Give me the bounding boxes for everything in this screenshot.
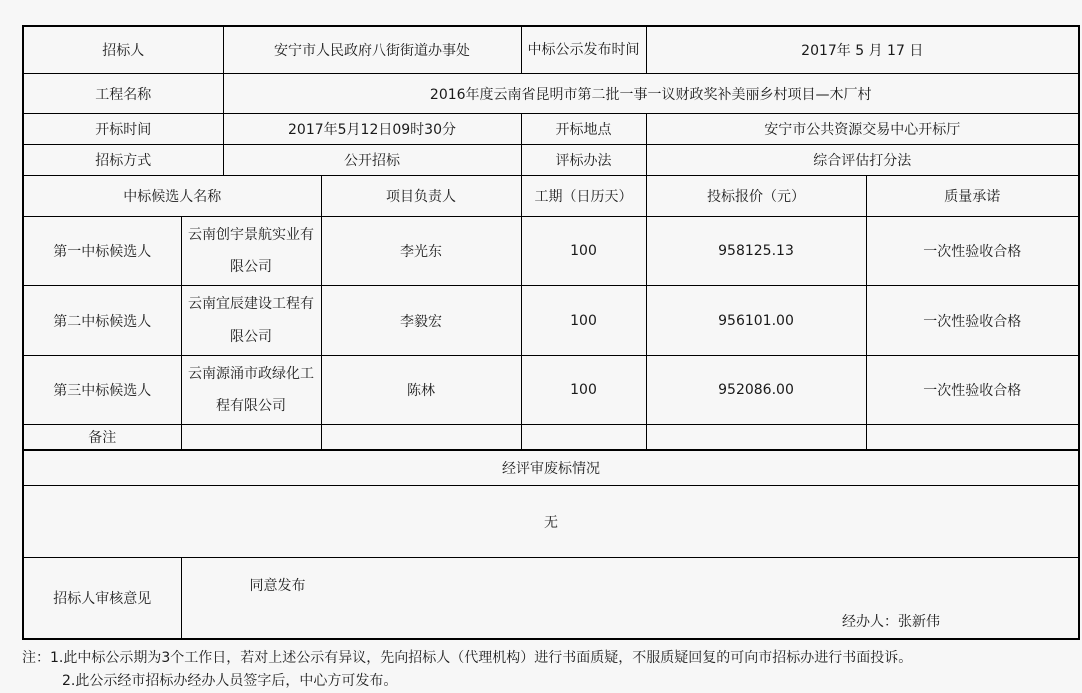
opening-place-label: 开标地点 bbox=[521, 114, 646, 145]
header-project-manager: 项目负责人 bbox=[321, 176, 521, 217]
candidate-company: 云南源涌市政绿化工程有限公司 bbox=[181, 355, 321, 424]
remark-empty-cell bbox=[646, 425, 866, 451]
tenderer-label: 招标人 bbox=[23, 26, 223, 74]
header-duration: 工期（日历天） bbox=[521, 176, 646, 217]
footnotes bbox=[22, 647, 1082, 693]
project-name-value: 2016年度云南省昆明市第二批一事一议财政奖补美丽乡村项目—木厂村 bbox=[223, 74, 1079, 114]
rejection-title: 经评审废标情况 bbox=[23, 450, 1079, 486]
rejection-title-row bbox=[23, 450, 1079, 486]
rejection-content: 无 bbox=[23, 486, 1079, 558]
header-bid-price: 投标报价（元） bbox=[646, 176, 866, 217]
remark-row bbox=[23, 425, 1079, 451]
candidate-quality: 一次性验收合格 bbox=[866, 286, 1079, 355]
candidate-row-1 bbox=[23, 217, 1079, 286]
row-tenderer bbox=[23, 26, 1079, 74]
candidate-company: 云南宜辰建设工程有限公司 bbox=[181, 286, 321, 355]
review-opinion: 同意发布 bbox=[249, 578, 306, 595]
candidate-row-2 bbox=[23, 286, 1079, 355]
review-handler: 经办人：张新伟 bbox=[842, 614, 940, 631]
remark-label: 备注 bbox=[23, 425, 181, 451]
opening-time-value: 2017年5月12日09时30分 bbox=[223, 114, 521, 145]
publish-time-label: 中标公示发布时间 bbox=[521, 26, 646, 74]
review-content-cell bbox=[181, 558, 1079, 640]
candidate-row-3 bbox=[23, 355, 1079, 424]
candidate-company: 云南创宇景航实业有限公司 bbox=[181, 217, 321, 286]
evaluation-method-label: 评标办法 bbox=[521, 145, 646, 176]
row-tender-method bbox=[23, 145, 1079, 176]
remark-empty-cell bbox=[521, 425, 646, 451]
review-row bbox=[23, 558, 1079, 640]
rejection-content-row bbox=[23, 486, 1079, 558]
header-quality-commitment: 质量承诺 bbox=[866, 176, 1079, 217]
project-name-label: 工程名称 bbox=[23, 74, 223, 114]
tenderer-value: 安宁市人民政府八街街道办事处 bbox=[223, 26, 521, 74]
candidate-rank: 第二中标候选人 bbox=[23, 286, 181, 355]
candidate-manager: 陈林 bbox=[321, 355, 521, 424]
publish-time-value: 2017年 5 月 17 日 bbox=[646, 26, 1079, 74]
opening-place-value: 安宁市公共资源交易中心开标厅 bbox=[646, 114, 1079, 145]
review-label: 招标人审核意见 bbox=[23, 558, 181, 640]
candidate-duration: 100 bbox=[521, 355, 646, 424]
footnote-1: 注：1.此中标公示期为3个工作日，若对上述公示有异议，先向招标人（代理机构）进行书面质疑，不服质疑回复的可向市招标办进行书面投诉。 bbox=[22, 650, 913, 667]
candidate-price: 956101.00 bbox=[646, 286, 866, 355]
candidate-manager: 李毅宏 bbox=[321, 286, 521, 355]
footnote-2: 2.此公示经市招标办经办人员签字后，中心方可发布。 bbox=[62, 673, 398, 690]
candidate-price: 958125.13 bbox=[646, 217, 866, 286]
candidate-header-row bbox=[23, 176, 1079, 217]
tender-method-label: 招标方式 bbox=[23, 145, 223, 176]
remark-empty-cell bbox=[866, 425, 1079, 451]
candidate-rank: 第三中标候选人 bbox=[23, 355, 181, 424]
row-project-name bbox=[23, 74, 1079, 114]
tender-method-value: 公开招标 bbox=[223, 145, 521, 176]
candidate-duration: 100 bbox=[521, 286, 646, 355]
header-candidate-name: 中标候选人名称 bbox=[23, 176, 321, 217]
candidate-price: 952086.00 bbox=[646, 355, 866, 424]
remark-empty-cell bbox=[181, 425, 321, 451]
candidate-quality: 一次性验收合格 bbox=[866, 217, 1079, 286]
opening-time-label: 开标时间 bbox=[23, 114, 223, 145]
candidate-rank: 第一中标候选人 bbox=[23, 217, 181, 286]
evaluation-method-value: 综合评估打分法 bbox=[646, 145, 1079, 176]
candidate-duration: 100 bbox=[521, 217, 646, 286]
candidate-quality: 一次性验收合格 bbox=[866, 355, 1079, 424]
bid-announcement-table bbox=[22, 25, 1080, 640]
candidate-manager: 李光东 bbox=[321, 217, 521, 286]
remark-empty-cell bbox=[321, 425, 521, 451]
row-opening-time bbox=[23, 114, 1079, 145]
